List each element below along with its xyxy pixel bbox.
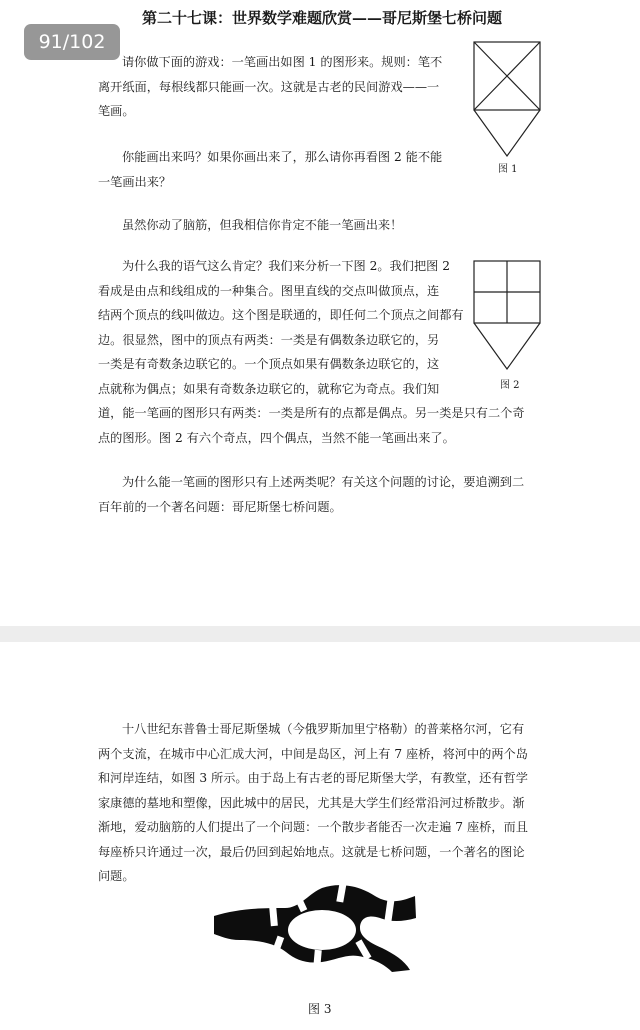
paragraph-game-intro <box>98 50 442 124</box>
lesson-title: 第二十七课：世界数学难题欣赏——哥尼斯堡七桥问题 <box>142 9 503 27</box>
text-line: 道，能一笔画的图形只有两类：一类是所有的点都是偶点。另一类是只有二个奇 <box>98 406 525 420</box>
text-line: 结两个顶点的线叫做边。这个图是联通的，即任何二个顶点之间都有 <box>98 308 464 322</box>
paragraph-konigsberg-history <box>98 717 528 889</box>
text-line: 请你做下面的游戏：一笔画出如图 1 的图形来。规则：笔不 <box>122 55 443 69</box>
text-line: 为什么我的语气这么肯定？我们来分析一下图 2。我们把图 2 <box>122 259 450 273</box>
figure-3-seven-bridges-map <box>210 878 420 974</box>
document-page-92 <box>0 642 640 1030</box>
text-line: 笔画。 <box>98 104 135 118</box>
text-line: 你能画出来吗？如果你画出来了，那么请你再看图 2 能不能 <box>122 150 443 164</box>
figure-1-envelope-diagram <box>470 38 546 170</box>
text-line: 看成是由点和线组成的一种集合。图里直线的交点叫做顶点，连 <box>98 283 440 298</box>
text-line: 每座桥只许通过一次，最后仍回到起始地点。这就是七桥问题，一个著名的图论 <box>98 844 525 859</box>
text-line: 两个支流，在城市中心汇成大河，中间是岛区，河上有 7 座桥，将河中的两个岛 <box>98 746 528 761</box>
paragraph-challenge <box>98 145 442 194</box>
paragraph-analysis <box>98 254 525 450</box>
text-line: 渐地，爱动脑筋的人们提出了一个问题：一个散步者能否一次走遍 7 座桥，而且 <box>98 820 528 834</box>
figure-3-caption: 图 3 <box>308 1002 332 1016</box>
text-line: 家康德的墓地和塑像，因此城中的居民，尤其是大学生们经常沿河过桥散步。渐 <box>98 795 525 810</box>
text-line: 边。很显然，图中的顶点有两类：一类是有偶数条边联它的，另 <box>98 332 440 347</box>
text-line: 百年前的一个著名问题：哥尼斯堡七桥问题。 <box>98 499 342 514</box>
text-line: 一类是有奇数条边联它的。一个顶点如果有偶数条边联它的，这 <box>98 357 440 371</box>
text-line: 为什么能一笔画的图形只有上述两类呢？有关这个问题的讨论，要追溯到二 <box>122 475 525 489</box>
text-line: 点就称为偶点；如果有奇数条边联它的，就称它为奇点。我们知 <box>98 381 440 396</box>
text-line: 点的图形。图 2 有六个奇点，四个偶点，当然不能一笔画出来了。 <box>98 430 455 445</box>
text-line: 虽然你动了脑筋，但我相信你肯定不能一笔画出来！ <box>122 218 403 232</box>
text-line: 一笔画出来？ <box>98 174 172 189</box>
paragraph-transition <box>98 470 524 519</box>
figure-2-label: 图 2 <box>500 380 520 391</box>
figure-1-label: 图 1 <box>498 164 518 175</box>
paragraph-assertion <box>98 213 402 238</box>
page-indicator-badge: 91/102 <box>24 24 120 60</box>
text-line: 十八世纪东普鲁士哥尼斯堡城（今俄罗斯加里宁格勒）的普莱格尔河，它有 <box>122 722 525 736</box>
text-line: 问题。 <box>98 869 135 883</box>
figure-2-cross-diagram <box>470 257 546 377</box>
text-line: 和河岸连结，如图 3 所示。由于岛上有古老的哥尼斯堡大学，有教堂，还有哲学 <box>98 771 528 785</box>
page-separator <box>0 626 640 642</box>
text-line: 离开纸面，每根线都只能画一次。这就是古老的民间游戏——一 <box>98 79 440 94</box>
